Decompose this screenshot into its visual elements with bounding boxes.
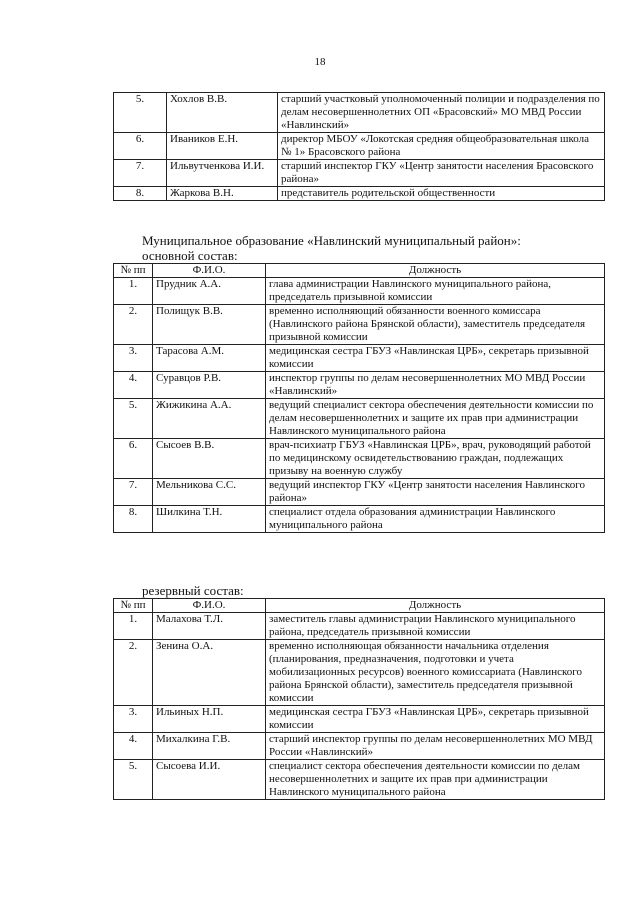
row-name: Сысоева И.И. [153,760,266,800]
table-row [114,160,605,187]
reserve-composition-label: резервный состав: [142,583,244,598]
row-name: Жижикина А.А. [153,399,266,439]
table-row [114,278,605,305]
table-body [114,278,605,533]
table-row [114,479,605,506]
row-name: Малахова Т.Л. [153,613,266,640]
section-heading-municipal: Муниципальное образование «Навлинский муниципальный район»: [142,233,521,248]
row-name: Ильвутченкова И.И. [167,160,278,187]
table-main-composition [113,263,605,533]
row-number: 7. [114,160,167,187]
table-row [114,399,605,439]
row-number: 3. [114,345,153,372]
row-position: временно исполняющий обязанности военного комиссара (Навлинского района Брянской области), заместитель председателя призывной комиссии [266,305,605,345]
row-position: специалист сектора обеспечения деятельности комиссии по делам несовершеннолетних и защите их прав при администрации Навлинского муниципального района [266,760,605,800]
table-body [114,93,605,201]
row-name: Ильиных Н.П. [153,706,266,733]
row-number: 8. [114,506,153,533]
table-row [114,640,605,706]
row-name: Хохлов В.В. [167,93,278,133]
table-header-row [114,264,605,278]
row-number: 4. [114,733,153,760]
row-position: ведущий инспектор ГКУ «Центр занятости населения Навлинского района» [266,479,605,506]
row-position: старший инспектор ГКУ «Центр занятости населения Брасовского района» [278,160,605,187]
row-position: представитель родительской общественности [278,187,605,201]
table-body [114,613,605,800]
row-name: Зенина О.А. [153,640,266,706]
row-number: 2. [114,640,153,706]
table-continuation [113,92,605,201]
row-position: врач-психиатр ГБУЗ «Навлинская ЦРБ», врач, руководящий работой по медицинскому освидетельствованию граждан, подлежащих призыву на военную службу [266,439,605,479]
table-row [114,613,605,640]
header-position: Должность [266,264,605,278]
header-position: Должность [266,599,605,613]
header-name: Ф.И.О. [153,599,266,613]
page-number: 18 [314,56,326,68]
row-name: Жаркова В.Н. [167,187,278,201]
row-name: Тарасова А.М. [153,345,266,372]
row-name: Михалкина Г.В. [153,733,266,760]
row-position: временно исполняющая обязанности начальника отделения (планирования, предназначения, подготовки и учета мобилизационных ресурсов) военного комиссариата (Навлинского района Брянской области), заместитель председателя призывной комиссии [266,640,605,706]
row-name: Иваников Е.Н. [167,133,278,160]
row-position: старший инспектор группы по делам несовершеннолетних МО МВД России «Навлинский» [266,733,605,760]
main-composition-label: основной состав: [142,248,238,263]
row-number: 6. [114,439,153,479]
row-position: старший участковый уполномоченный полиции и подразделения по делам несовершеннолетних ОП «Брасовский» МО МВД России «Навлинский» [278,93,605,133]
row-position: специалист отдела образования администрации Навлинского муниципального района [266,506,605,533]
row-position: медицинская сестра ГБУЗ «Навлинская ЦРБ», секретарь призывной комиссии [266,345,605,372]
row-position: заместитель главы администрации Навлинского муниципального района, председатель призывной комиссии [266,613,605,640]
row-position: директор МБОУ «Локотская средняя общеобразовательная школа № 1» Брасовского района [278,133,605,160]
table-row [114,305,605,345]
row-name: Прудник А.А. [153,278,266,305]
row-name: Суравцов Р.В. [153,372,266,399]
row-position: глава администрации Навлинского муниципального района, председатель призывной комиссии [266,278,605,305]
row-position: ведущий специалист сектора обеспечения деятельности комиссии по делам несовершеннолетних и защите их прав при администрации Навлинского муниципального района [266,399,605,439]
row-number: 5. [114,93,167,133]
table-row [114,760,605,800]
table-row [114,706,605,733]
row-number: 5. [114,399,153,439]
header-num: № пп [114,264,153,278]
row-number: 6. [114,133,167,160]
header-name: Ф.И.О. [153,264,266,278]
table-row [114,506,605,533]
row-name: Сысоев В.В. [153,439,266,479]
row-number: 3. [114,706,153,733]
row-number: 1. [114,613,153,640]
row-name: Шилкина Т.Н. [153,506,266,533]
table-reserve-composition [113,598,605,800]
table-header-row [114,599,605,613]
row-name: Полищук В.В. [153,305,266,345]
table-row [114,733,605,760]
row-number: 7. [114,479,153,506]
table-row [114,187,605,201]
row-number: 4. [114,372,153,399]
header-num: № пп [114,599,153,613]
row-number: 2. [114,305,153,345]
table-row [114,439,605,479]
table-row [114,93,605,133]
row-position: инспектор группы по делам несовершеннолетних МО МВД России «Навлинский» [266,372,605,399]
table-row [114,345,605,372]
row-position: медицинская сестра ГБУЗ «Навлинская ЦРБ», секретарь призывной комиссии [266,706,605,733]
table-row [114,133,605,160]
row-number: 8. [114,187,167,201]
row-name: Мельникова С.С. [153,479,266,506]
row-number: 5. [114,760,153,800]
table-row [114,372,605,399]
row-number: 1. [114,278,153,305]
